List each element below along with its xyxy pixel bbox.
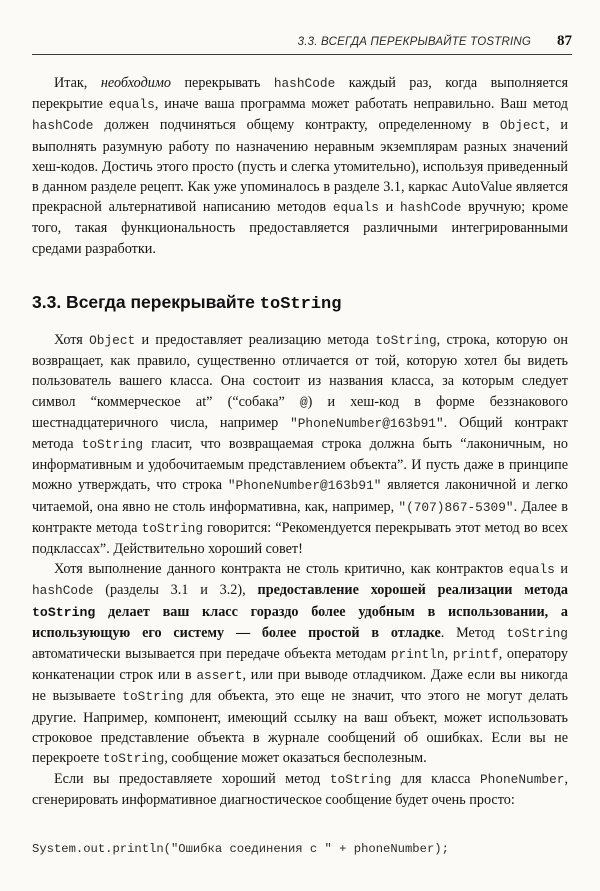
code-example: System.out.println("Ошибка соединения с " + phoneNumber); (32, 842, 449, 856)
paragraph-phonenumber-example: Если вы предоставляете хороший метод toString для класса PhoneNumber, сгенерировать информативное диагностическое сообщение будет очень просто: (32, 771, 568, 809)
paragraph-object-tostring: Хотя Object и предоставляет реализацию метода toString, строка, которую он возвращает, как правило, существенно отличается от той, которую хотел бы видеть пользователь вашего класса. Она состоит из названия класса, за которым следует символ “коммерческое at” (“собака” @) и хеш-код в форме беззнакового шестнадцатеричного числа, например "PhoneNumber@163b91". Общий контракт метода toString гласит, что возвращаемая строка должна быть “лаконичным, но информативным и удобочитаемым представлением объекта”. И пусть даже в принципе можно утверждать, что строка "PhoneNumber@163b91" является лаконичной и легко читаемой, она явно не столь информативна, как, например, "(707)867-5309". Далее в контракте метода toString говорится: “Рекомендуется перекрывать этот метод во всех подклассах”. Действительно хороший совет! (32, 332, 569, 558)
paragraph-hashcode-summary: Итак, необходимо перекрывать hashCode каждый раз, когда выполняется перекрытие equals, иначе ваша программа может работать неправильно. Ваш метод hashCode должен подчиняться общему контракту, определенному в Object, и выполнять разумную работу по назначению неравным экземплярам разных значений хеш-кодов. Достичь этого просто (пусть и слегка утомительно), используя приведенный в данном разделе рецепт. Как уже упоминалось в разделе 3.1, каркас AutoValue является прекрасной альтернативой написанию методов equals и hashCode вручную; кроме того, такая функциональность предоставляется различными интегрированными средами разработки. (32, 75, 569, 257)
page-number: 87 (557, 33, 572, 49)
running-header-title: 3.3. ВСЕГДА ПЕРЕКРЫВАЙТЕ TOSTRING (297, 36, 531, 48)
section-body (32, 330, 568, 811)
section-heading-text: 3.3. Всегда перекрывайте (32, 292, 260, 312)
paragraph-tostring-benefits: Хотя выполнение данного контракта не столь критично, как контрактов equals и hashCode (разделы 3.1 и 3.2), предоставление хорошей реализации метода toString делает ваш класс гораздо более удобным в использовании, а использующую его систему — более простой в отладке. Метод toString автоматически вызывается при передаче объекта методам println, printf, оператору конкатенации строк или в assert, или при выводе отладчиком. Даже если вы никогда не вызываете toString для объекта, это еще не значит, что этого не могут делать другие. Например, компонент, имеющий ссылку на ваш объект, может использовать строковое представление объекта в журнале сообщений об ошибках. Если вы не перекроете toString, сообщение может оказаться бесполезным. (32, 561, 568, 767)
section-heading-code: toString (259, 295, 342, 314)
running-header (32, 33, 572, 55)
section-heading (32, 292, 341, 314)
